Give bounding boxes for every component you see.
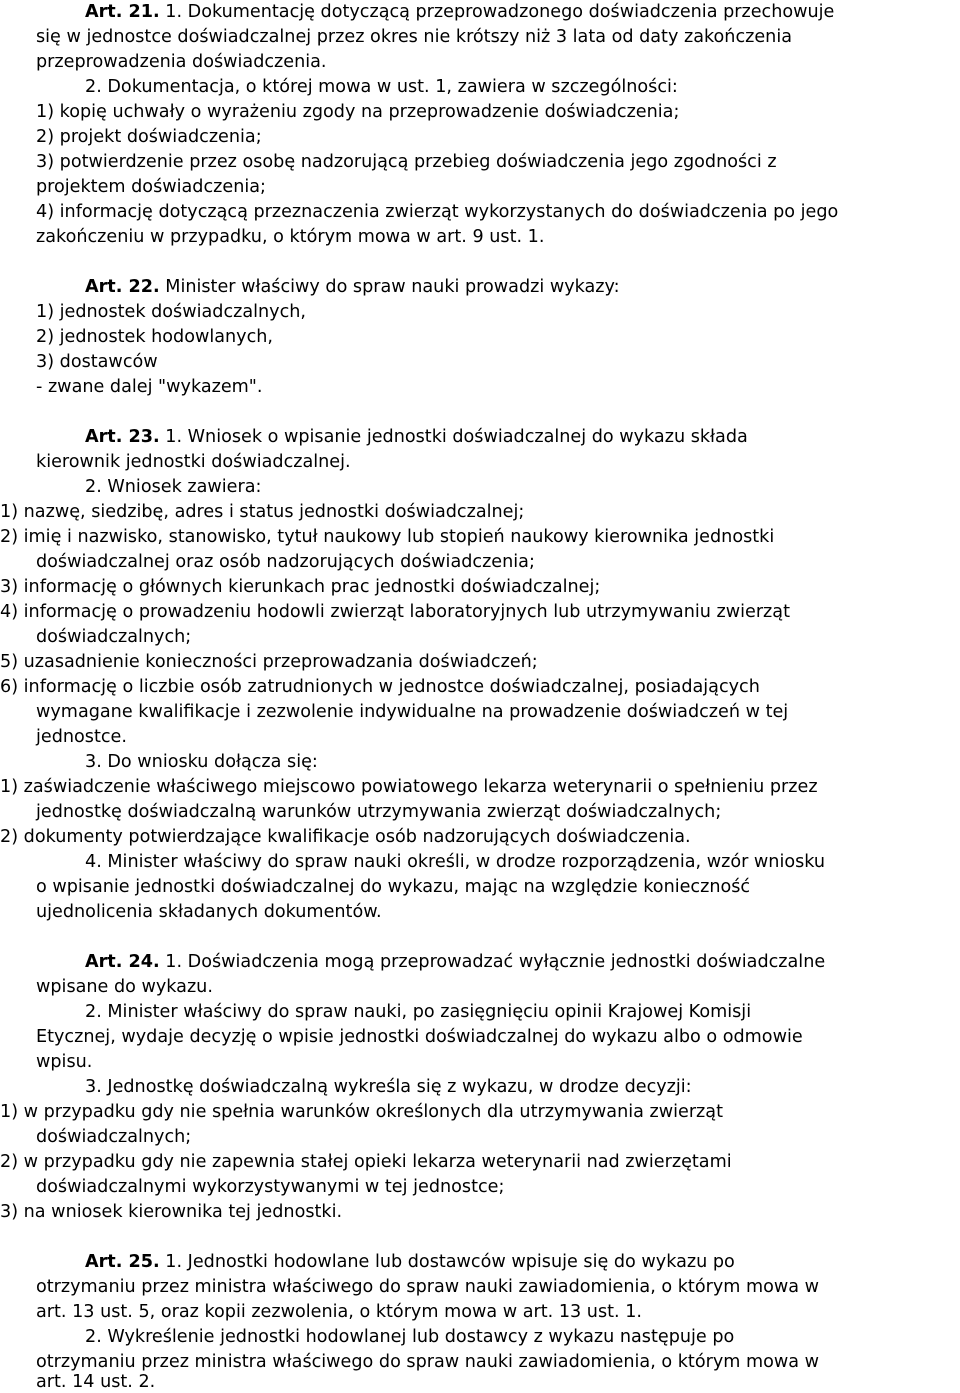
art23-line: jednostce.	[36, 727, 127, 747]
art21-line: Art. 21. 1. Dokumentację dotyczącą przeprowadzonego doświadczenia przechowuje	[85, 2, 835, 22]
art23-line: wymagane kwalifikacje i zezwolenie indywidualne na prowadzenie doświadczeń w tej	[36, 702, 789, 722]
art24-line: wpisane do wykazu.	[36, 977, 213, 997]
art24-line: doświadczalnych;	[36, 1127, 192, 1147]
art25-line: 2. Wykreślenie jednostki hodowlanej lub dostawcy z wykazu następuje po	[85, 1327, 735, 1347]
art23-heading: Art. 23.	[85, 427, 160, 447]
art25-line: art. 14 ust. 2.	[36, 1372, 156, 1392]
art21-list-item: 3) potwierdzenie przez osobę nadzorującą przebieg doświadczenia jego zgodności z	[36, 152, 777, 172]
art21-heading: Art. 21.	[85, 2, 160, 22]
art23-list-item: 3) informację o głównych kierunkach prac jednostki doświadczalnej;	[0, 577, 601, 597]
art23-list-item: 2) imię i nazwisko, stanowisko, tytuł naukowy lub stopień naukowy kierownika jednostki	[0, 527, 775, 547]
art23-line: 4. Minister właściwy do spraw nauki określi, w drodze rozporządzenia, wzór wniosku	[85, 852, 826, 872]
art25-line: otrzymaniu przez ministra właściwego do spraw nauki zawiadomienia, o którym mowa w	[36, 1277, 820, 1297]
art24-line: 2. Minister właściwy do spraw nauki, po zasięgnięciu opinii Krajowej Komisji	[85, 1002, 752, 1022]
art23-line: o wpisanie jednostki doświadczalnej do wykazu, mając na względzie konieczność	[36, 877, 751, 897]
art21-line: 2. Dokumentacja, o której mowa w ust. 1, zawiera w szczególności:	[85, 77, 678, 97]
art23-line: Art. 23. 1. Wniosek o wpisanie jednostki doświadczalnej do wykazu składa	[85, 427, 748, 447]
art21-list-item: 1) kopię uchwały o wyrażeniu zgody na przeprowadzenie doświadczenia;	[36, 102, 680, 122]
art24-line: Art. 24. 1. Doświadczenia mogą przeprowadzać wyłącznie jednostki doświadczalne	[85, 952, 826, 972]
art24-line: Etycznej, wydaje decyzję o wpisie jednostki doświadczalnej do wykazu albo o odmowie	[36, 1027, 803, 1047]
art23-line: 3. Do wniosku dołącza się:	[85, 752, 318, 772]
art24-list-item: 1) w przypadku gdy nie spełnia warunków określonych dla utrzymywania zwierząt	[0, 1102, 723, 1122]
art23-line: kierownik jednostki doświadczalnej.	[36, 452, 351, 472]
art24-list-item: 2) w przypadku gdy nie zapewnia stałej opieki lekarza weterynarii nad zwierzętami	[0, 1152, 732, 1172]
art23-line: doświadczalnych;	[36, 627, 192, 647]
art23-list-item: 1) nazwę, siedzibę, adres i status jednostki doświadczalnej;	[0, 502, 525, 522]
art22-list-item: 2) jednostek hodowlanych,	[36, 327, 274, 347]
art22-list-item: 3) dostawców	[36, 352, 158, 372]
art23-list-item: 4) informację o prowadzeniu hodowli zwierząt laboratoryjnych lub utrzymywaniu zwierząt	[0, 602, 790, 622]
art22-line: - zwane dalej "wykazem".	[36, 377, 263, 397]
art23-line: ujednolicenia składanych dokumentów.	[36, 902, 382, 922]
art23-line: jednostkę doświadczalną warunków utrzymywania zwierząt doświadczalnych;	[36, 802, 722, 822]
art24-line: wpisu.	[36, 1052, 93, 1072]
art21-line: zakończeniu w przypadku, o którym mowa w art. 9 ust. 1.	[36, 227, 545, 247]
art22-list-item: 1) jednostek doświadczalnych,	[36, 302, 306, 322]
art21-list-item: 4) informację dotyczącą przeznaczenia zwierząt wykorzystanych do doświadczenia po jego	[36, 202, 839, 222]
art21-list-item: 2) projekt doświadczenia;	[36, 127, 262, 147]
art25-line: art. 13 ust. 5, oraz kopii zezwolenia, o którym mowa w art. 13 ust. 1.	[36, 1302, 642, 1322]
art25-line: Art. 25. 1. Jednostki hodowlane lub dostawców wpisuje się do wykazu po	[85, 1252, 735, 1272]
art23-list-item: 5) uzasadnienie konieczności przeprowadzania doświadczeń;	[0, 652, 538, 672]
art23-list-item: 6) informację o liczbie osób zatrudnionych w jednostce doświadczalnej, posiadających	[0, 677, 760, 697]
art23-line: 2. Wniosek zawiera:	[85, 477, 262, 497]
art25-heading: Art. 25.	[85, 1252, 160, 1272]
art24-line: doświadczalnymi wykorzystywanymi w tej jednostce;	[36, 1177, 505, 1197]
art23-list-item: 1) zaświadczenie właściwego miejscowo powiatowego lekarza weterynarii o spełnieniu przez	[0, 777, 818, 797]
art21-line: projektem doświadczenia;	[36, 177, 266, 197]
art23-list-item: 2) dokumenty potwierdzające kwalifikacje osób nadzorujących doświadczenia.	[0, 827, 691, 847]
art24-line: 3. Jednostkę doświadczalną wykreśla się z wykazu, w drodze decyzji:	[85, 1077, 692, 1097]
art22-line: Art. 22. Minister właściwy do spraw nauki prowadzi wykazy:	[85, 277, 620, 297]
art24-list-item: 3) na wniosek kierownika tej jednostki.	[0, 1202, 343, 1222]
art22-heading: Art. 22.	[85, 277, 160, 297]
art25-line: otrzymaniu przez ministra właściwego do spraw nauki zawiadomienia, o którym mowa w	[36, 1352, 820, 1372]
art23-line: doświadczalnej oraz osób nadzorujących doświadczenia;	[36, 552, 535, 572]
art21-line: się w jednostce doświadczalnej przez okres nie krótszy niż 3 lata od daty zakończenia	[36, 27, 793, 47]
art21-line: przeprowadzenia doświadczenia.	[36, 52, 327, 72]
art24-heading: Art. 24.	[85, 952, 160, 972]
